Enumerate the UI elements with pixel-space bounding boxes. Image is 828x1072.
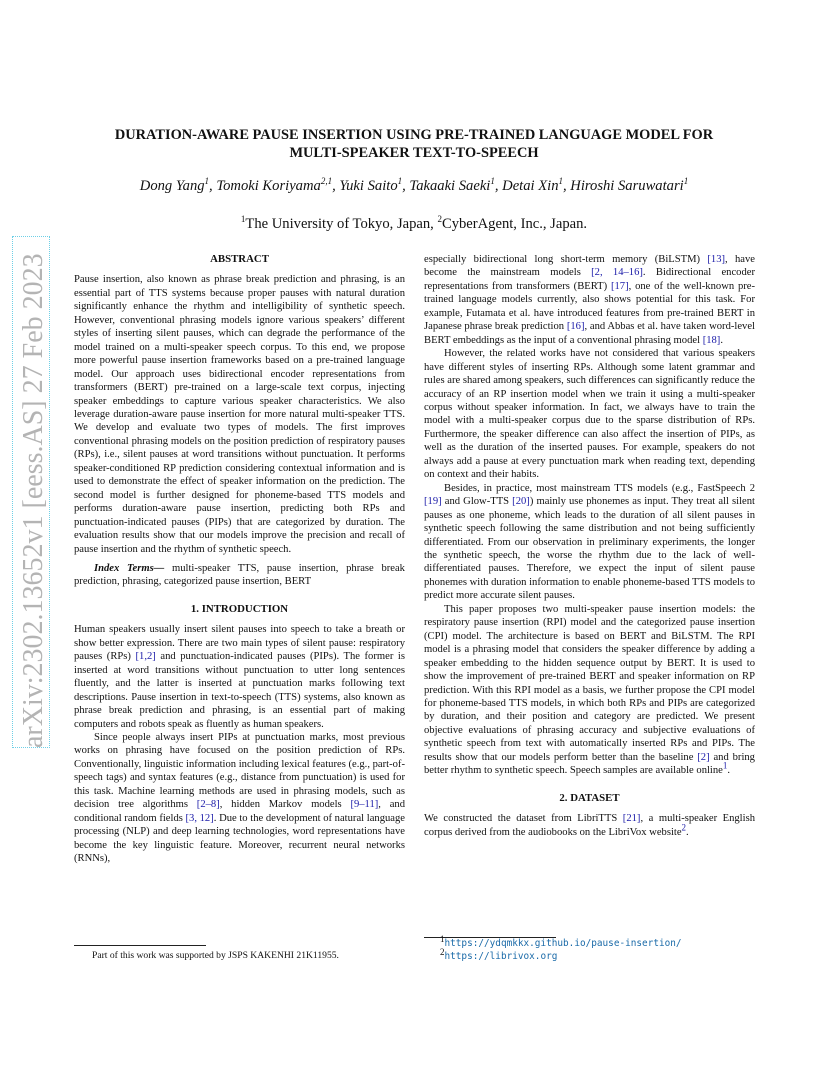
author-name: Yuki Saito	[339, 178, 398, 194]
arxiv-identifier: arXiv:2302.13652v1 [eess.AS] 27 Feb 2023	[18, 253, 49, 748]
dataset-heading: 2. DATASET	[559, 791, 620, 804]
author-list: Dong Yang$^1$, Tomoki Koriyama$^{2,1}$, Yuki Saito$^1$, Takaaki Saeki$^1$, Detai Xin$^1$, Hiroshi Saruwatari$^1$	[139, 176, 689, 194]
author-name: Detai Xin	[502, 178, 559, 194]
funding-note: Part of this work was supported by JSPS KAKENHI 21K11955.	[92, 950, 339, 961]
abstract-heading: ABSTRACT	[210, 253, 269, 265]
paper-title	[74, 126, 754, 162]
author-name: Tomoki Koriyama	[216, 178, 321, 194]
author-name: Takaaki Saeki	[409, 178, 491, 194]
author-affil-mark: 2,1	[320, 176, 333, 187]
citation-link[interactable]: 2]	[147, 651, 156, 663]
index-terms-label: Index Terms—	[94, 562, 165, 574]
citation-link[interactable]: [17]	[610, 280, 629, 292]
intro-paragraph-1: Human speakers usually insert silent pauses into speech to take a breath or show better expression. There are two main types of silent pause: respiratory pauses (RPs) [1,2] and punctuation-indicated pauses (PIPs). The former is inserted at word transitions without punctuation to utter long sentences fluently, and the latter is inserted at punctuation marks following text descriptions. Pause insertion in text-to-speech (TTS) systems, also known as phrase break prediction and phrasing, is an essential part of making computers and robots speak as fluently as human speakers.	[74, 624, 405, 730]
author-affil-mark: 1	[490, 176, 495, 187]
citation-link[interactable]: [2–8]	[196, 799, 220, 811]
index-terms	[74, 562, 405, 589]
citation-link[interactable]: [19]	[424, 496, 442, 508]
dataset-paragraph-1: We constructed the dataset from LibriTTS [21], a multi-speaker English corpus derived from the audiobooks on the LibriVox website$^2$.	[424, 813, 755, 838]
citation-link[interactable]: [18]	[702, 334, 721, 346]
citation-link[interactable]: [21]	[622, 813, 641, 825]
citation-link[interactable]: [16]	[566, 321, 585, 333]
intro-paragraph-6: This paper proposes two multi-speaker pause insertion models: the respiratory pause insertion (RPI) model and the categorized pause insertion (CPI) model. The architecture is based on BERT and BiLSTM. The RPI model is a phrasing model that considers the speaker difference by adding a speaker embedding to the hidden sequence output by BERT. It is used to show the improvement of pre-trained BERT and speaker information on RP prediction. With this RPI model as a basis, we further propose the CPI model for phoneme-based TTS models, in which both RPs and PIPs are categorized by duration, and their position and category are predicted. We present objective evaluations of phrasing accuracy and subjective evaluations of synthetic speech from text with automatically inserted RPs and PIPs. The results show that our models perform better than the baseline [2] and bring better rhythm to synthetic speech. Speech samples are available online$^1$.	[424, 603, 755, 777]
affil-mark: 1	[240, 214, 246, 225]
footnote-mark[interactable]: 1	[722, 760, 728, 771]
author-affil-mark: 1	[558, 176, 563, 187]
author-affil-mark: 1	[683, 176, 689, 187]
right-column	[424, 253, 755, 839]
index-terms-list: multi-speaker TTS, pause insertion, phrase break prediction, phrasing, categorized pause insertion, BERT	[74, 562, 405, 588]
citation-link[interactable]: [13]	[707, 254, 726, 265]
citation-link[interactable]: [9–11]	[350, 799, 379, 811]
citation-link[interactable]: [2, 14–16]	[591, 267, 643, 279]
affil-mark: 2	[437, 214, 442, 225]
affiliations	[74, 216, 754, 233]
abstract-text: Pause insertion, also known as phrase break prediction and phrasing, is an essential part of TTS systems because proper pauses with natural duration significantly enhance the rhythm and intelligibility of synthetic speech. However, conventional phrasing models ignore various speakers’ different styles of inserting silent pauses, which can degrade the performance of the model trained on a multi-speaker speech corpus. To this end, we propose more powerful pause insertion frameworks based on a pre-trained language model. Our approach uses bidirectional encoder representations from transformers (BERT) pre-trained on a large-scale text corpus, injecting speaker embeddings to capture various speaker characteristics. We also leverage duration-aware pause insertion for more natural multi-speaker TTS. We develop and evaluate two types of models. The first improves conventional phrasing models on the position prediction of respiratory pauses (RPs), i.e., silent pauses at word transitions without punctuation. It performs speaker-conditioned RP prediction considering contextual information and is used to demonstrate the effect of speaker information on the prediction. The second model is further designed for phoneme-based TTS models and performs duration-aware pause insertion, predicting both RPs and punctuation-indicated pauses (PIPs) that are categorized by duration. The evaluation results show that our models improve the precision and recall of pause insertion and the rhythm of synthetic speech.	[74, 274, 405, 555]
footnote-1	[440, 933, 682, 949]
intro-paragraph-4: However, the related works have not considered that various speakers have different styles of inserting RPs. Although some latent grammar and rules are shared among speakers, such differences can significantly reduce the accuracy of an RP insertion model when we train it using a multi-speaker corpus without speaker information. In fact, we always have to train the model with a multi-speaker corpus due to the sparse distribution of RPs. Furthermore, the speaker difference can also affect the insertion of PIPs, as well as the duration of the inserted pauses. For example, speakers do not always add a pause at every punctuation mark when reading text, depending on context and their habits.	[424, 348, 755, 481]
footnote-rule-left	[74, 945, 206, 946]
author-name: Hiroshi Saruwatari	[570, 178, 684, 194]
citation-link[interactable]: [1,	[135, 651, 147, 663]
title-line-1: DURATION-AWARE PAUSE INSERTION USING PRE-TRAINED LANGUAGE MODEL FOR	[114, 127, 714, 143]
footnote-2	[440, 946, 558, 962]
intro-heading: 1. INTRODUCTION	[190, 602, 289, 615]
citation-link[interactable]: [2]	[697, 751, 710, 763]
footnote-number: 1	[440, 933, 445, 944]
affil-1: The University of Tokyo, Japan,	[245, 216, 438, 232]
footnote-url-2[interactable]: https://librivox.org	[444, 951, 558, 962]
citation-link[interactable]: [3, 12]	[185, 812, 214, 824]
footnote-number: 2	[440, 946, 445, 957]
footnote-mark[interactable]: 2	[681, 822, 687, 833]
author-name: Dong Yang	[139, 178, 205, 194]
intro-paragraph-3: especially bidirectional long short-term memory (BiLSTM) [13], have become the mainstream models [2, 14–16]. Bidirectional encoder representations from transformers (BERT) [17], one of the well-known pre-trained language models currently, also shows potential for this task. For example, Futamata et al. have introduced features from pre-trained BERT in Japanese phrase break prediction [16], and Abbas et al. have taken word-level BERT embeddings as the input of a conventional phrasing model [18].	[424, 254, 756, 346]
author-affil-mark: 1	[204, 176, 210, 187]
affil-2: CyberAgent, Inc., Japan.	[441, 216, 588, 232]
author-affil-mark: 1	[397, 176, 403, 187]
footnote-url-1[interactable]: https://ydqmkkx.github.io/pause-insertion/	[444, 938, 682, 949]
citation-link[interactable]: [20]	[512, 496, 530, 508]
intro-paragraph-5: Besides, in practice, most mainstream TTS models (e.g., FastSpeech 2 [19] and Glow-TTS [20]) mainly use phonemes as input. They treat all silent pauses as one phoneme, which leads to the duration of all silent pauses in synthetic speech following the same distribution and not being sufficiently differentiated. From our observation in preliminary experiments, the longer the synthetic speech, the worse the rhythm due to the lack of well-differentiated pauses. Therefore, we expect the input of silent pause phonemes with duration information to enable phoneme-based TTS models to predict more accurate silent pauses.	[424, 482, 755, 602]
intro-paragraph-2: Since people always insert PIPs at punctuation marks, most previous works on phrasing have focused on the position prediction of RPs. Conventionally, linguistic information including lexical features (e.g., part-of-speech tags) and syntax features (e.g., distance from punctuation) is used for this task. Machine learning methods are used in phrasing models, such as decision tree algorithms [2–8], hidden Markov models [9–11], and conditional random fields [3, 12]. Due to the development of natural language processing (NLP) and deep learning technologies, word representations have become the key linguistic feature. Moreover, recurrent neural networks (RNNs),	[74, 731, 406, 865]
left-column	[74, 253, 405, 865]
title-line-2: MULTI-SPEAKER TEXT-TO-SPEECH	[289, 145, 539, 161]
